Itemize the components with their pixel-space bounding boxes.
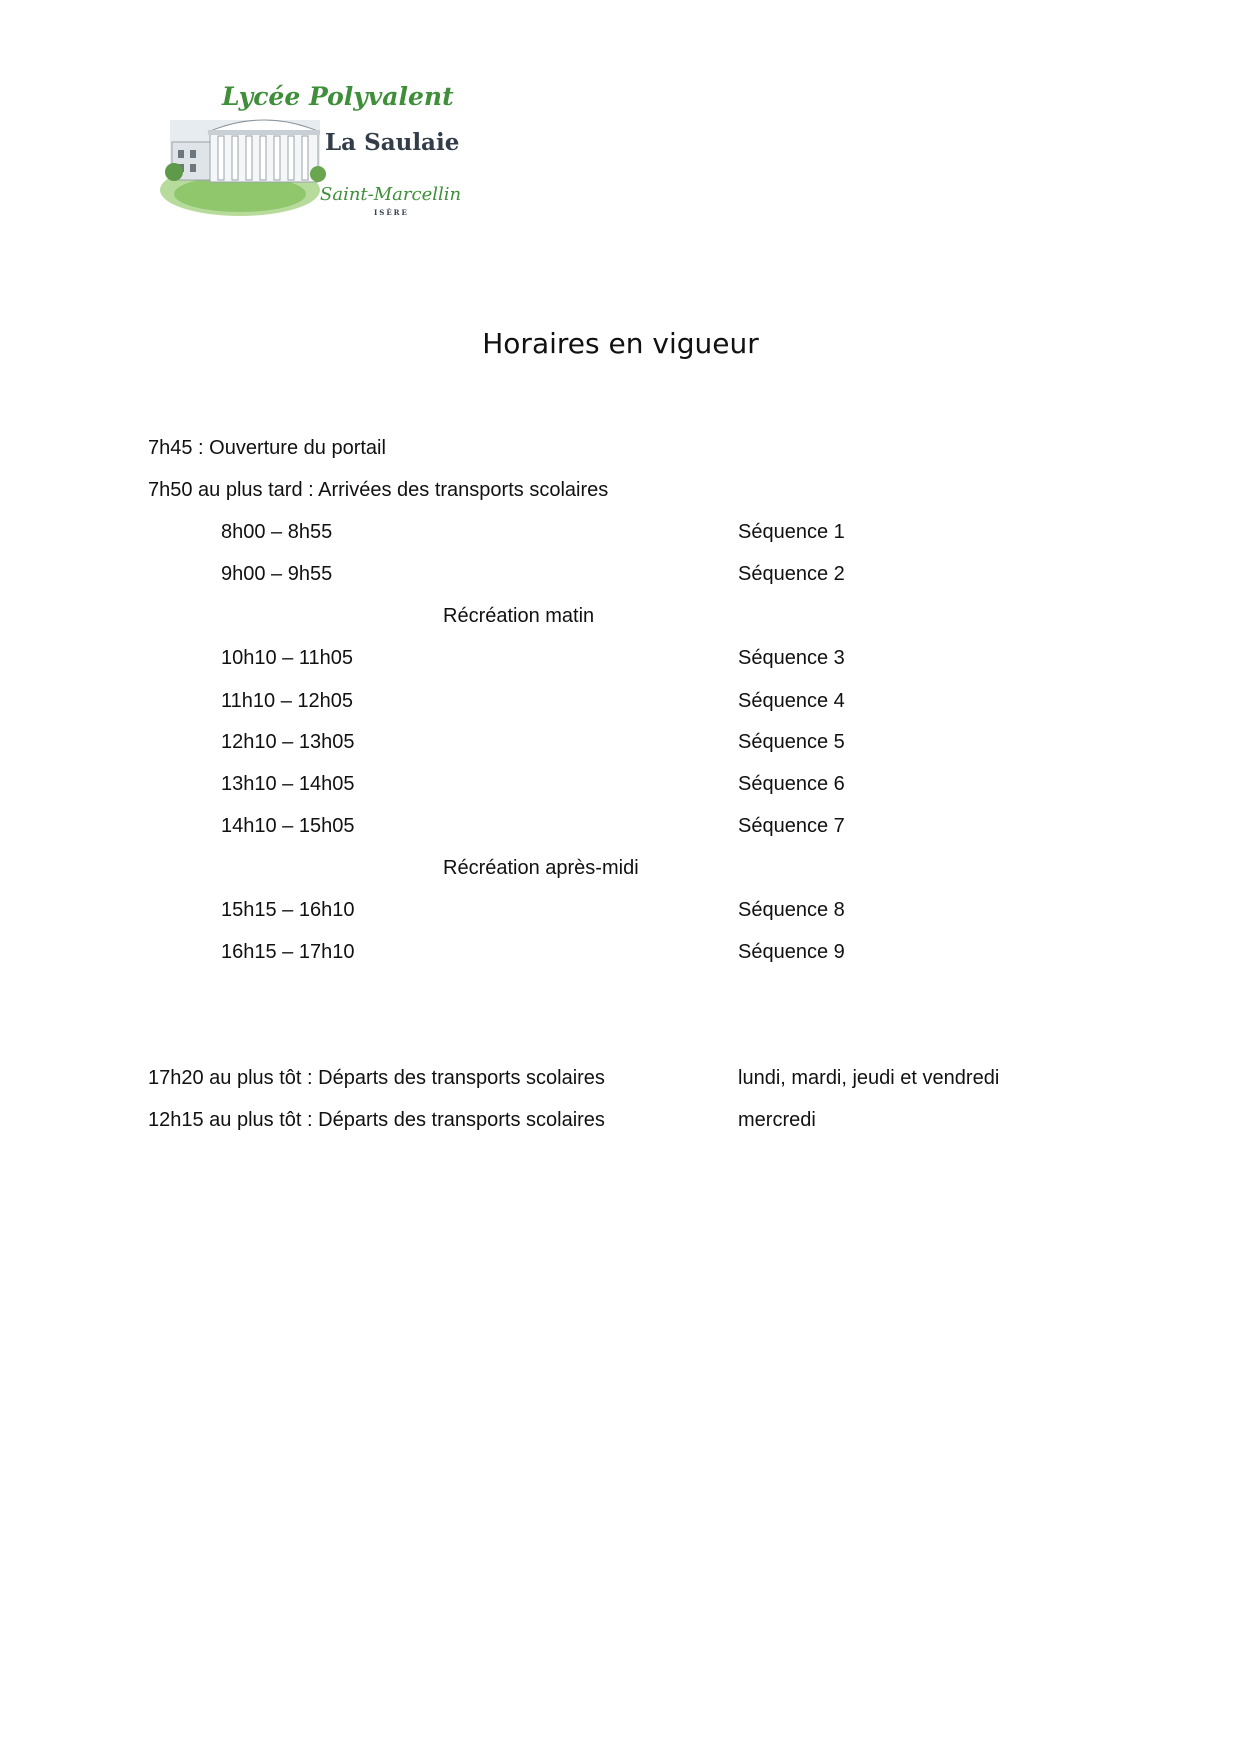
- schedule-time: 11h10 – 12h05: [221, 690, 353, 712]
- schedule-time: 10h10 – 11h05: [221, 647, 353, 669]
- schedule-sequence: Séquence 9: [738, 941, 845, 963]
- schedule-time: 15h15 – 16h10: [221, 899, 355, 921]
- schedule-sequence: Séquence 2: [738, 563, 845, 585]
- schedule-sequence: Séquence 7: [738, 815, 845, 837]
- schedule-sequence: Séquence 1: [738, 521, 845, 543]
- schedule-time: 13h10 – 14h05: [221, 773, 355, 795]
- intro-line: 7h45 : Ouverture du portail: [148, 437, 386, 459]
- departure-line: 17h20 au plus tôt : Départs des transports scolaires: [148, 1067, 605, 1089]
- departure-days: mercredi: [738, 1109, 816, 1131]
- departure-line: 12h15 au plus tôt : Départs des transports scolaires: [148, 1109, 605, 1131]
- logo-line-region: ISÈRE: [374, 208, 409, 217]
- schedule-break: Récréation après-midi: [443, 857, 639, 879]
- schedule-time: 12h10 – 13h05: [221, 731, 355, 753]
- school-logo: [160, 80, 460, 230]
- logo-line-lycee: Lycée Polyvalent: [222, 82, 454, 111]
- schedule-sequence: Séquence 5: [738, 731, 845, 753]
- page-title: Horaires en vigueur: [482, 327, 759, 360]
- schedule-time: 8h00 – 8h55: [221, 521, 333, 543]
- schedule-sequence: Séquence 8: [738, 899, 845, 921]
- schedule-time: 16h15 – 17h10: [221, 941, 355, 963]
- schedule-break: Récréation matin: [443, 605, 595, 627]
- logo-line-la-saulaie: La Saulaie: [325, 129, 460, 156]
- schedule-time: 14h10 – 15h05: [221, 815, 355, 837]
- departure-days: lundi, mardi, jeudi et vendredi: [738, 1067, 1000, 1089]
- schedule-sequence: Séquence 6: [738, 773, 845, 795]
- schedule-time: 9h00 – 9h55: [221, 563, 333, 585]
- intro-line: 7h50 au plus tard : Arrivées des transports scolaires: [148, 479, 609, 501]
- schedule-sequence: Séquence 3: [738, 647, 845, 669]
- schedule-sequence: Séquence 4: [738, 690, 845, 712]
- logo-line-city: Saint-Marcellin: [320, 184, 462, 205]
